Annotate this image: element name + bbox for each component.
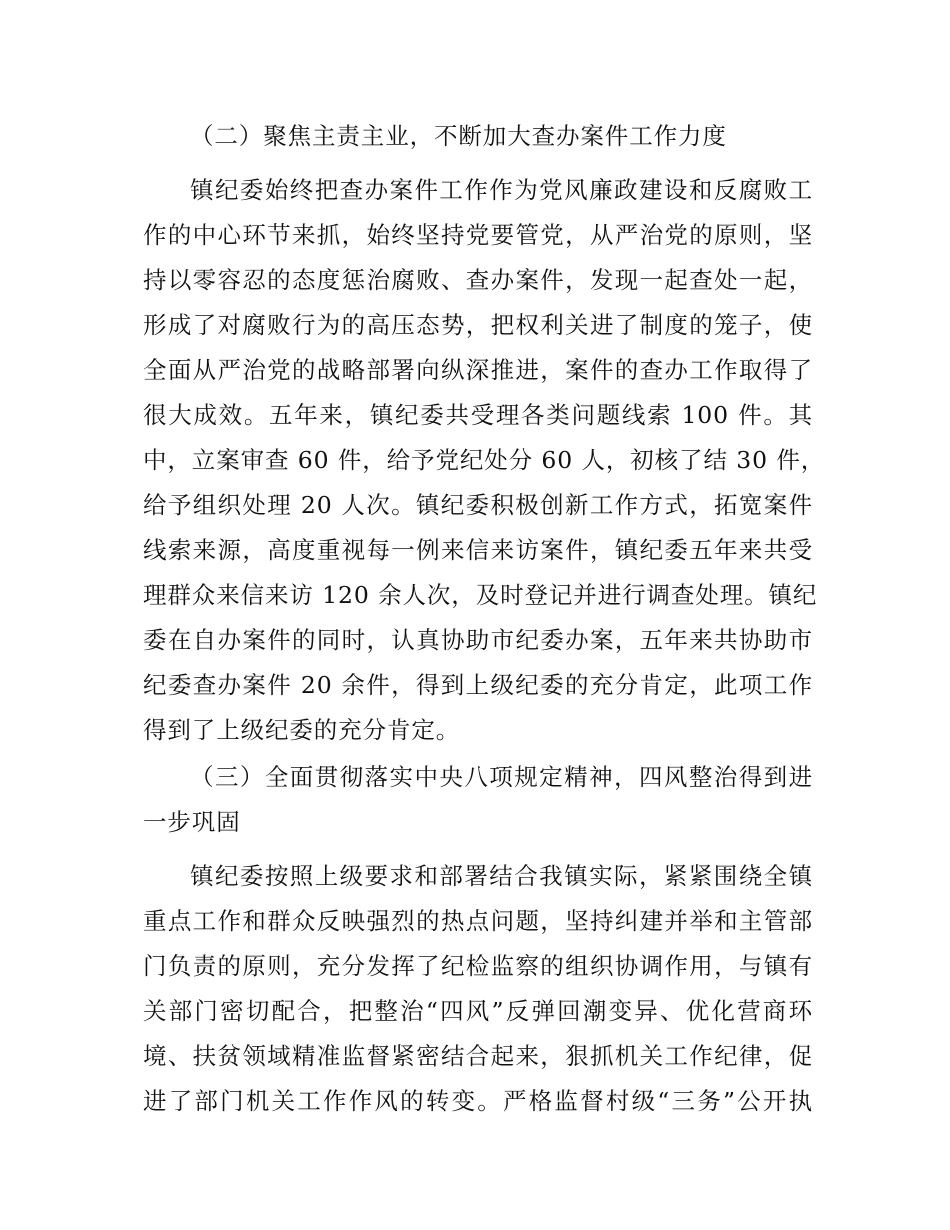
paragraph-line: 全面从严治党的战略部署向纵深推进，案件的查办工作取得了 (143, 356, 813, 384)
paragraph-line: 得到了上级纪委的充分肯定。 (143, 716, 461, 744)
paragraph-line: 关部门密切配合，把整治“四风”反弹回潮变异、优化营商环 (143, 997, 813, 1025)
paragraph-line: 中，立案审查 60 件，给予党纪处分 60 人，初核了结 30 件， (143, 446, 826, 474)
section-heading-2: （二）聚焦主责主业，不断加大查办案件工作力度 (190, 122, 727, 150)
paragraph-line: 镇纪委始终把查办案件工作作为党风廉政建设和反腐败工 (190, 176, 813, 204)
section-heading-3-continued: 一步巩固 (143, 808, 241, 836)
paragraph-line: 进了部门机关工作作风的转变。严格监督村级“三务”公开执 (143, 1087, 813, 1115)
paragraph-line: 很大成效。五年来，镇纪委共受理各类问题线索 100 件。其 (143, 401, 813, 429)
paragraph-line: 门负责的原则，充分发挥了纪检监察的组织协调作用，与镇有 (143, 952, 813, 980)
paragraph-line: 镇纪委按照上级要求和部署结合我镇实际，紧紧围绕全镇 (190, 862, 813, 890)
paragraph-line: 持以零容忍的态度惩治腐败、查办案件，发现一起查处一起， (143, 266, 813, 294)
paragraph-line: 境、扶贫领域精准监督紧密结合起来，狠抓机关工作纪律，促 (143, 1042, 813, 1070)
section-heading-3: （三）全面贯彻落实中央八项规定精神，四风整治得到进 (190, 763, 813, 791)
paragraph-line: 给予组织处理 20 人次。镇纪委积极创新工作方式，拓宽案件 (143, 491, 813, 519)
paragraph-line: 重点工作和群众反映强烈的热点问题，坚持纠建并举和主管部 (143, 907, 813, 935)
paragraph-line: 线索来源，高度重视每一例来信来访案件，镇纪委五年来共受 (143, 536, 813, 564)
paragraph-line: 形成了对腐败行为的高压态势，把权利关进了制度的笼子，使 (143, 311, 813, 339)
paragraph-line: 委在自办案件的同时，认真协助市纪委办案，五年来共协助市 (143, 626, 813, 654)
paragraph-line: 理群众来信来访 120 余人次，及时登记并进行调查处理。镇纪 (143, 581, 818, 609)
paragraph-line: 作的中心环节来抓，始终坚持党要管党，从严治党的原则，坚 (143, 221, 813, 249)
paragraph-line: 纪委查办案件 20 余件，得到上级纪委的充分肯定，此项工作 (143, 671, 813, 699)
